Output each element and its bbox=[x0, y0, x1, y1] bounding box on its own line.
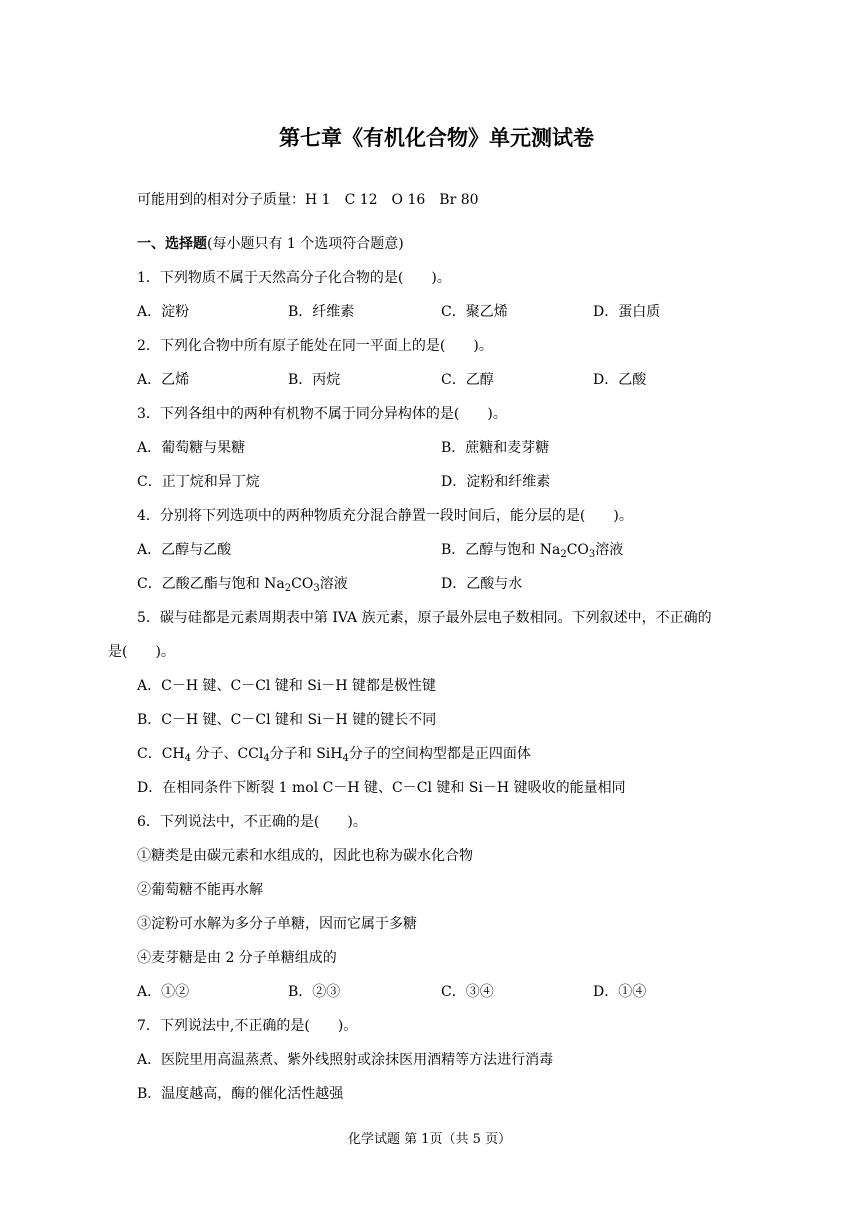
q5-c-sub2: 4 bbox=[263, 753, 270, 764]
q5-c-sub1: 4 bbox=[184, 753, 192, 764]
q4-c-text3: 溶液 bbox=[319, 576, 348, 592]
q6-statement-3: ③淀粉可水解为多分子单糖，因而它属于多糖 bbox=[137, 916, 417, 932]
q5-option-d: D．在相同条件下断裂 1 mol C－H 键、C－Cl 键和 Si－H 键吸收的能量相同 bbox=[137, 780, 626, 796]
q1-option-b: B．纤维素 bbox=[288, 304, 355, 320]
q6-option-b: B．②③ bbox=[288, 984, 341, 1000]
q5-option-a: A．C－H 键、C－Cl 键和 Si－H 键都是极性键 bbox=[137, 678, 437, 694]
q4-c-text2: CO bbox=[291, 576, 314, 592]
q4-b-text3: 溶液 bbox=[595, 542, 624, 558]
q4-b-sub1: 2 bbox=[560, 549, 567, 560]
q5-c-text4: 分子的空间构型都是正四面体 bbox=[348, 746, 531, 762]
q4-option-d: D．乙酸与水 bbox=[441, 576, 523, 592]
page-footer: 化学试题 第 1页（共 5 页） bbox=[348, 1132, 512, 1147]
q6-option-c: C．③④ bbox=[441, 984, 494, 1000]
question-3-stem: 3．下列各组中的两种有机物不属于同分异构体的是( )。 bbox=[137, 406, 507, 422]
q4-option-b bbox=[441, 540, 623, 560]
q5-c-text1: C．CH bbox=[137, 746, 185, 762]
q3-option-d: D．淀粉和纤维素 bbox=[441, 474, 551, 490]
q3-option-c: C．正丁烷和异丁烷 bbox=[137, 474, 260, 490]
q1-option-c: C．聚乙烯 bbox=[441, 304, 508, 320]
section-heading bbox=[137, 234, 404, 254]
page-title: 第七章《有机化合物》单元测试卷 bbox=[279, 126, 594, 150]
atomic-masses: 可能用到的相对分子质量：H 1 C 12 O 16 Br 80 bbox=[137, 192, 479, 208]
q2-option-a: A．乙烯 bbox=[137, 372, 190, 388]
q4-b-text2: CO bbox=[566, 542, 589, 558]
q4-b-sub2: 3 bbox=[588, 549, 596, 560]
q4-c-sub2: 3 bbox=[313, 583, 320, 594]
question-6-stem: 6．下列说法中，不正确的是( )。 bbox=[137, 814, 367, 830]
q6-statement-4: ④麦芽糖是由 2 分子单糖组成的 bbox=[137, 950, 337, 966]
q1-option-a: A．淀粉 bbox=[137, 304, 190, 320]
q5-c-sub3: 4 bbox=[342, 753, 349, 764]
question-5-stem-line2: 是( )。 bbox=[108, 644, 175, 660]
question-7-stem: 7．下列说法中,不正确的是( )。 bbox=[137, 1018, 358, 1034]
q1-option-d: D．蛋白质 bbox=[593, 304, 661, 320]
q2-option-c: C．乙醇 bbox=[441, 372, 494, 388]
q6-option-a: A．①② bbox=[137, 984, 190, 1000]
section-note: (每小题只有 1 个选项符合题意) bbox=[207, 236, 404, 252]
question-1-stem: 1．下列物质不属于天然高分子化合物的是( )。 bbox=[137, 270, 451, 286]
q2-option-b: B．丙烷 bbox=[288, 372, 341, 388]
q5-option-c bbox=[137, 744, 531, 764]
q5-c-text3: 分子和 SiH bbox=[269, 746, 343, 762]
q4-b-text: B．乙醇与饱和 Na bbox=[441, 542, 561, 558]
question-5-stem-line1: 5．碳与硅都是元素周期表中第 IVA 族元素，原子最外层电子数相同。下列叙述中，不正确的 bbox=[137, 610, 712, 626]
q4-c-text: C．乙酸乙酯与饱和 Na bbox=[137, 576, 285, 592]
q5-option-b: B．C－H 键、C－Cl 键和 Si－H 键的键长不同 bbox=[137, 712, 437, 728]
question-4-stem: 4．分别将下列选项中的两种物质充分混合静置一段时间后，能分层的是( )。 bbox=[137, 508, 633, 524]
q7-option-b: B．温度越高，酶的催化活性越强 bbox=[137, 1086, 344, 1102]
q2-option-d: D．乙酸 bbox=[593, 372, 647, 388]
q3-option-a: A．葡萄糖与果糖 bbox=[137, 440, 246, 456]
q4-option-a: A．乙醇与乙酸 bbox=[137, 542, 232, 558]
q5-c-text2: 分子、CCl bbox=[191, 746, 264, 762]
question-2-stem: 2．下列化合物中所有原子能处在同一平面上的是( )。 bbox=[137, 338, 493, 354]
q6-statement-2: ②葡萄糖不能再水解 bbox=[137, 882, 263, 898]
q4-c-sub1: 2 bbox=[284, 583, 292, 594]
q4-option-c bbox=[137, 574, 348, 594]
q7-option-a: A．医院里用高温蒸煮、紫外线照射或涂抹医用酒精等方法进行消毒 bbox=[137, 1052, 554, 1068]
section-label: 一、选择题 bbox=[137, 236, 207, 252]
q6-statement-1: ①糖类是由碳元素和水组成的，因此也称为碳水化合物 bbox=[137, 848, 473, 864]
q3-option-b: B．蔗糖和麦芽糖 bbox=[441, 440, 550, 456]
q6-option-d: D．①④ bbox=[593, 984, 647, 1000]
